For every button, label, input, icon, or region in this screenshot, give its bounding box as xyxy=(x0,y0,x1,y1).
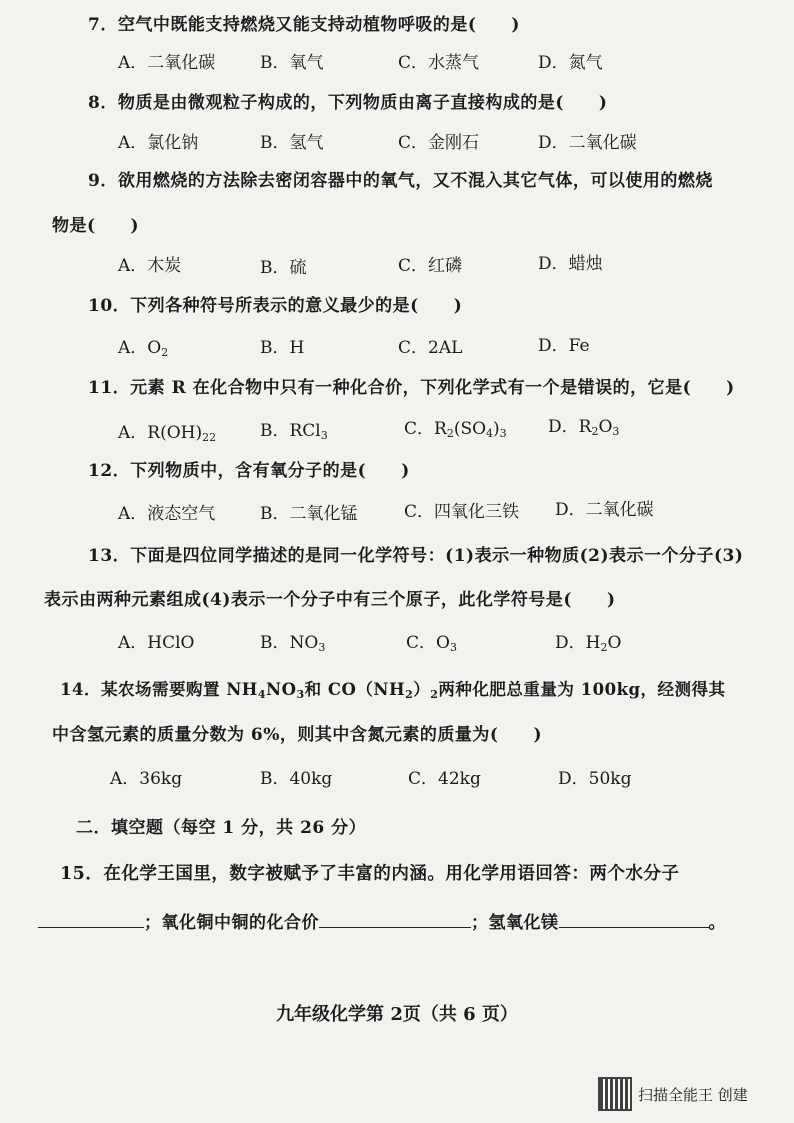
question-9-stem-line2: 物是( ) xyxy=(52,216,140,236)
question-8-stem: 8．物质是由微观粒子构成的，下列物质由离子直接构成的是( ) xyxy=(88,93,608,113)
question-9-stem-line1: 9．欲用燃烧的方法除去密闭容器中的氧气，又不混入其它气体，可以使用的燃烧 xyxy=(88,171,713,191)
q14-option-a: A．36kg xyxy=(110,769,183,789)
question-12-stem: 12．下列物质中，含有氧分子的是( ) xyxy=(88,461,410,481)
scanner-label: 扫描全能王 创建 xyxy=(638,1085,748,1104)
q8-option-d: D．二氧化碳 xyxy=(538,133,637,153)
section-2-heading: 二．填空题（每空 1 分，共 26 分） xyxy=(76,818,367,838)
scanner-watermark xyxy=(598,1077,748,1111)
q13-option-d: D．$H_2O$ xyxy=(555,633,622,654)
q7-option-c: C．水蒸气 xyxy=(398,53,480,73)
qr-code-icon xyxy=(598,1077,632,1111)
question-14-stem-line1: 14．某农场需要购置 $NH_4NO_3$和 $CO(NH_2)_2$两种化肥总重量为 100kg，经测得其 xyxy=(60,680,726,701)
q8-option-c: C．金刚石 xyxy=(398,133,480,153)
question-11-stem: 11．元素 R 在化合物中只有一种化合价，下列化学式有一个是错误的，它是( ) xyxy=(88,378,735,398)
q14-option-d: D．50kg xyxy=(558,769,632,789)
q7-option-b: B．氧气 xyxy=(260,53,324,73)
q9-option-a: A．木炭 xyxy=(118,256,182,276)
page-footer: 九年级化学第 2页（共 6 页） xyxy=(276,1004,518,1025)
question-13-stem-line2: 表示由两种元素组成(4)表示一个分子中有三个原子，此化学符号是( ) xyxy=(44,590,616,610)
q11-option-d: D．$R_2O_3$ xyxy=(548,417,620,438)
q12-option-c: C．四氧化三铁 xyxy=(404,502,520,522)
q10-option-a: A．$O_2$ xyxy=(118,338,169,359)
question-10-stem: 10．下列各种符号所表示的意义最少的是( ) xyxy=(88,296,463,316)
blank-two-water-molecules[interactable] xyxy=(38,913,144,928)
question-7-stem: 7．空气中既能支持燃烧又能支持动植物呼吸的是( ) xyxy=(88,15,520,35)
question-15-line1: 15．在化学王国里，数字被赋予了丰富的内涵。用化学用语回答：两个水分子 xyxy=(60,864,680,884)
q9-option-d: D．蜡烛 xyxy=(538,254,603,274)
q11-option-b: B．RCl$_3$ xyxy=(260,421,328,442)
q11-option-a: A．$R(OH)_{22}$ xyxy=(118,423,217,444)
q7-option-d: D．氮气 xyxy=(538,53,603,73)
q8-option-b: B．氢气 xyxy=(260,133,324,153)
question-13-stem-line1: 13．下面是四位同学描述的是同一化学符号：(1)表示一种物质(2)表示一个分子(3) xyxy=(88,546,744,566)
q12-option-d: D．二氧化碳 xyxy=(555,500,654,520)
q8-option-a: A．氯化钠 xyxy=(118,133,199,153)
blank-magnesium-hydroxide[interactable] xyxy=(559,913,709,928)
question-14-stem-line2: 中含氢元素的质量分数为 6%，则其中含氮元素的质量为( ) xyxy=(52,725,542,745)
q14-option-b: B．40kg xyxy=(260,769,333,789)
q12-option-b: B．二氧化锰 xyxy=(260,504,358,524)
q9-option-b: B．硫 xyxy=(260,258,307,278)
q10-option-d: D．Fe xyxy=(538,336,590,356)
question-15-line2: ；氧化铜中铜的化合价 ；氢氧化镁 。 xyxy=(38,908,726,933)
blank-copper-valence[interactable] xyxy=(319,913,471,928)
q11-option-c: C．$R_2(SO_4)_3$ xyxy=(404,419,507,440)
q13-option-a: A．HClO xyxy=(118,633,195,653)
q7-option-a: A．二氧化碳 xyxy=(118,53,216,73)
q9-option-c: C．红磷 xyxy=(398,256,463,276)
q12-option-a: A．液态空气 xyxy=(118,504,216,524)
q13-option-c: C．$O_3$ xyxy=(406,633,457,654)
q10-option-c: C．2AL xyxy=(398,338,463,358)
q14-option-c: C．42kg xyxy=(408,769,481,789)
q13-option-b: B．$NO_3$ xyxy=(260,633,326,654)
q10-option-b: B．H xyxy=(260,338,305,358)
